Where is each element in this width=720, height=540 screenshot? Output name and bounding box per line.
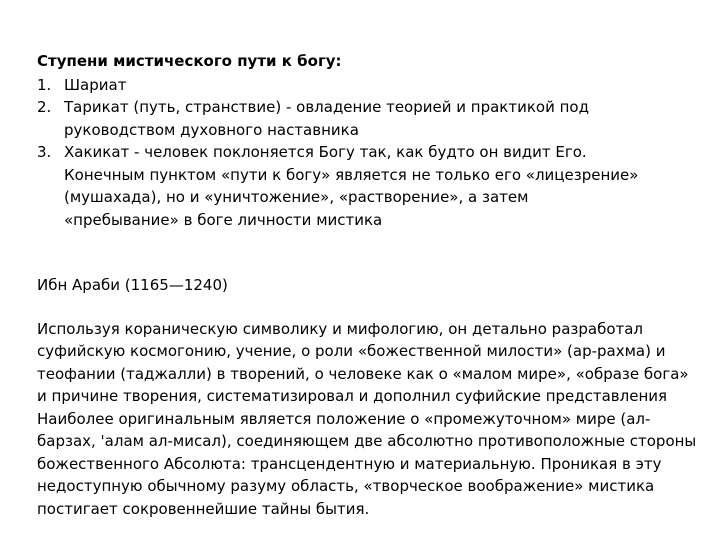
list-item-text: Шариат xyxy=(64,75,127,94)
slide-content xyxy=(37,50,697,520)
list-item-text: Хакикат - человек поклоняется Богу так, как будто он видит Его. Конечным пунктом «пути к богу» является не только его «лицезрение» (мушахада), но и «уничтожение», «растворение», а затем «пребывание» в боге личности мистика xyxy=(64,143,639,229)
steps-heading: Ступени мистического пути к богу: xyxy=(37,52,342,70)
steps-list xyxy=(37,74,697,232)
list-item-number: 2. xyxy=(37,98,52,116)
list-item xyxy=(37,96,697,141)
author-line: Ибн Араби (1165—1240) xyxy=(37,276,228,294)
list-item-number: 1. xyxy=(37,75,52,94)
body-paragraph: Используя кораническую символику и мифологию, он детально разработал суфийскую космогонию, учение, о роли «божественной милости» (ар-рахма) и теофании (таджалли) в творений, о человеке как о «малом мире», «образе бога» и причине творения, систематизировал и дополнил суфийские представления Наиболее оригинальным является положение о «промежуточном» мире (ал-барзах, 'алам ал-мисал), соединяющем две абсолютно противоположные стороны божественного Абсолюта: трансцендентную и материальную. Проникая в эту недоступную обычному разуму область, «творческое воображение» мистика постигает сокровеннейшие тайны бытия. xyxy=(37,319,697,518)
list-item-text: Тарикат (путь, странствие) - овладение теорией и практикой под руководством духовного наставника xyxy=(64,98,589,139)
list-item-number: 3. xyxy=(37,143,52,161)
list-item xyxy=(37,141,697,231)
list-item xyxy=(37,74,697,97)
